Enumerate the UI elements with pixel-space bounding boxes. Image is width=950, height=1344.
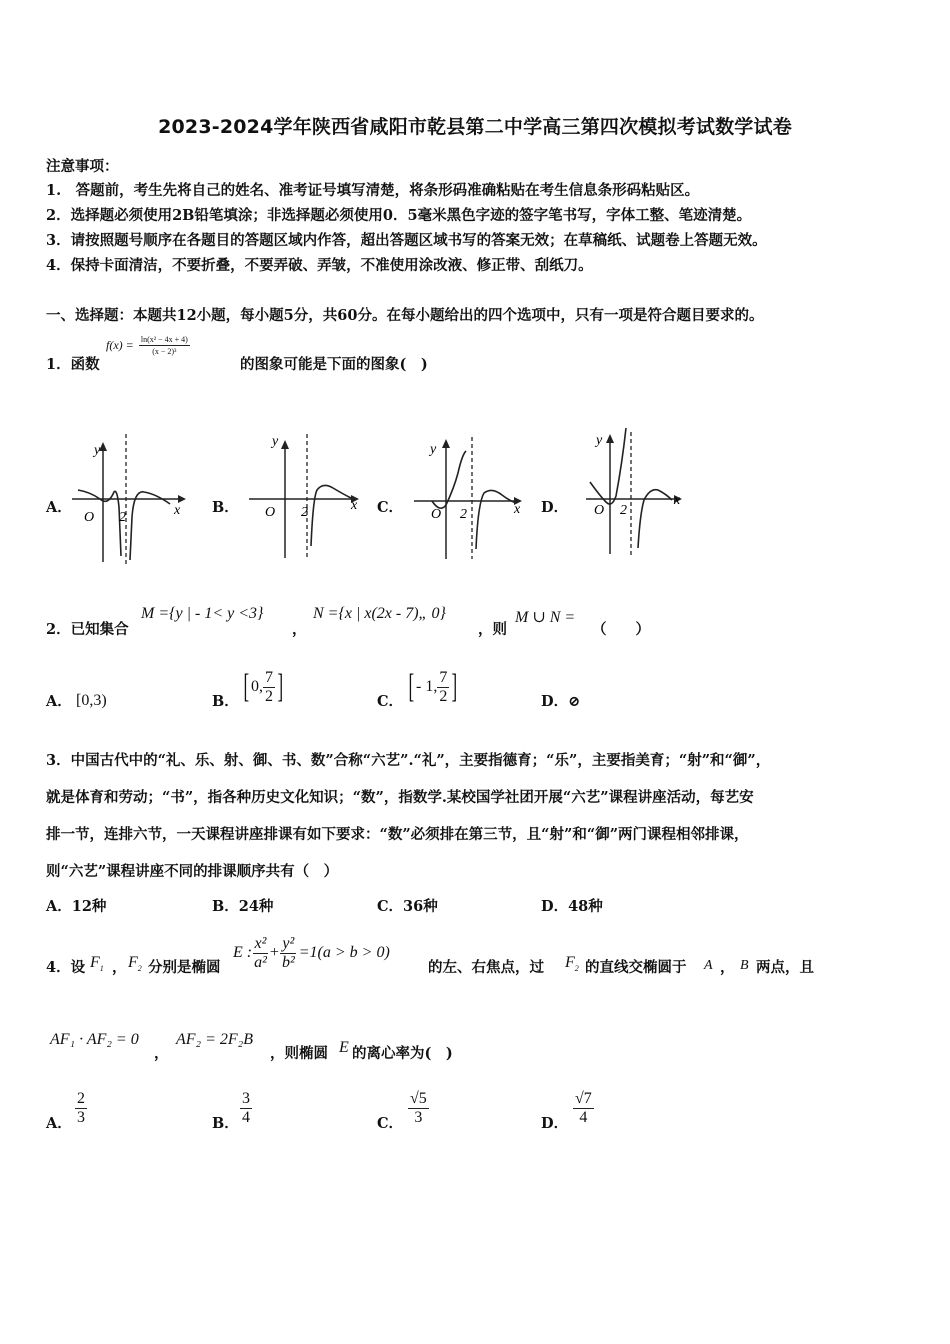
graph-d-origin: O xyxy=(594,503,605,518)
q2-option-c-den: 2 xyxy=(439,687,448,705)
q2-option-b-bracket-right: ] xyxy=(277,668,284,705)
q4-ellipse-e: E : xyxy=(233,944,253,961)
notice-item-4: 4．保持卡面清洁，不要折叠，不要弄破、弄皱，不准使用涂改液、修正带、刮纸刀。 xyxy=(46,257,593,274)
graph-d-y-arrow xyxy=(606,434,614,443)
q1-option-b: B． xyxy=(212,499,239,516)
q2-option-c-frac xyxy=(437,669,449,706)
q4-option-a-frac xyxy=(75,1090,87,1127)
q1-option-a: A． xyxy=(46,499,72,516)
graph-a-x-label: x xyxy=(174,503,181,518)
q1-formula-lhs: f(x) = xyxy=(106,338,134,352)
q1-option-d: D． xyxy=(541,499,569,516)
q4-option-a-label: A． xyxy=(46,1115,72,1132)
q4-prefix: 4．设 xyxy=(46,959,86,976)
q4-f1 xyxy=(90,954,104,973)
graph-a-x-arrow xyxy=(178,495,186,503)
q4-comma-2: ， xyxy=(720,959,735,976)
q2-sep: ， xyxy=(292,621,307,638)
notice-item-2: 2．选择题必须使用2B铅笔填涂；非选择题必须使用0．5毫米黑色字迹的签字笔书写，字体工整、笔迹清楚。 xyxy=(46,207,752,224)
q4-e: E xyxy=(339,1039,349,1056)
section-heading: 一、选择题：本题共12小题，每小题5分，共60分。在每小题给出的四个选项中，只有一项是符合题目要求的。 xyxy=(46,307,764,324)
q4-point-b: B xyxy=(740,958,749,973)
q2-option-b-value xyxy=(241,662,285,712)
q4-option-b-frac xyxy=(240,1090,252,1127)
q2-paren: （ ） xyxy=(592,621,650,638)
q2-option-b-bracket-left: [ xyxy=(243,668,250,705)
q4-f1-sub: 1 xyxy=(99,964,104,974)
q4-f2b-letter: F xyxy=(565,954,575,971)
q4-f1-letter: F xyxy=(90,954,100,971)
q4-option-b-fraction xyxy=(240,1090,252,1127)
graph-a-curve-right xyxy=(130,492,170,560)
q3-option-d: D．48种 xyxy=(541,898,603,915)
q1-formula-fraction xyxy=(139,334,190,357)
q2-then: ，则 xyxy=(478,621,507,638)
q3-line-4: 则“六艺”课程讲座不同的排课顺序共有（ ） xyxy=(46,863,339,880)
q4-eq: =1(a > b > 0) xyxy=(298,944,390,961)
q4-frac-y xyxy=(280,935,297,972)
q4-option-d-label: D． xyxy=(541,1115,569,1132)
graph-b-origin: O xyxy=(265,505,276,520)
q2-option-c-bracket-right: ] xyxy=(451,668,458,705)
q2-option-c-num: 7 xyxy=(439,668,448,686)
q4-frac-y-den: b² xyxy=(281,953,295,971)
q4-text-2: 的左、右焦点，过 xyxy=(428,959,544,976)
q4-plus: + xyxy=(269,944,279,961)
q4-frac-x-num: x² xyxy=(254,934,267,952)
graph-c-two: 2 xyxy=(460,507,467,522)
q1-suffix: 的图象可能是下面的图象( ) xyxy=(240,356,428,373)
graph-b-y-arrow xyxy=(281,440,289,449)
q1-graph-a xyxy=(70,432,190,567)
q4-text-6: 的离心率为( ) xyxy=(352,1045,453,1062)
q4-option-d-frac xyxy=(573,1090,594,1127)
q4-cond-1: AF₁ · AF₂ = 0 xyxy=(50,1031,139,1048)
q4-option-d-den: 4 xyxy=(579,1109,588,1126)
q4-frac-y-num: y² xyxy=(282,934,295,952)
q4-f2 xyxy=(128,954,142,973)
graph-b-y-label: y xyxy=(272,434,279,449)
q4-option-c-label: C． xyxy=(377,1115,404,1132)
q2-set-n: N ={x | x(2x - 7)„ 0} xyxy=(313,605,446,622)
q1-option-c: C． xyxy=(377,499,404,516)
q4-option-d-num: √7 xyxy=(575,1090,592,1107)
notice-item-1: 1. 答题前，考生先将自己的姓名、准考证号填写清楚，将条形码准确粘贴在考生信息条形码粘贴区。 xyxy=(46,182,700,199)
graph-d-y-label: y xyxy=(596,433,603,448)
notice-heading: 注意事项： xyxy=(46,158,119,175)
q3-option-b: B．24种 xyxy=(212,898,274,915)
q2-option-b-den: 2 xyxy=(265,687,273,705)
q3-line-3: 排一节，连排六节，一天课程讲座排课有如下要求：“数”必须排在第三节，且“射”和“御”两门课程相邻排课， xyxy=(46,826,749,843)
q4-text-4: 两点，且 xyxy=(756,959,814,976)
q2-option-a-value: [0,3) xyxy=(76,692,107,709)
q2-option-b-label: B． xyxy=(212,693,239,710)
graph-c-origin: O xyxy=(431,507,442,522)
q4-f2b-sub: 2 xyxy=(574,964,579,974)
q4-option-a-num: 2 xyxy=(77,1090,85,1107)
q4-text-5: ，则椭圆 xyxy=(270,1045,328,1062)
graph-d-x-label: x xyxy=(674,493,681,508)
q2-option-b-left: 0, xyxy=(251,678,263,695)
q2-option-c-bracket-left: [ xyxy=(408,668,415,705)
graph-c-y-arrow xyxy=(442,439,450,448)
q1-graph-d xyxy=(582,424,692,559)
q4-option-b-num: 3 xyxy=(242,1090,250,1107)
q4-option-d-fraction xyxy=(573,1090,594,1127)
q4-cond-2: AF₂ = 2F₂B xyxy=(176,1031,254,1048)
q1-graph-c xyxy=(410,433,535,563)
q2-option-c-left: - 1, xyxy=(416,678,438,695)
graph-b-curve xyxy=(311,485,351,546)
q1-formula xyxy=(106,334,190,357)
graph-a-y-label: y xyxy=(94,443,101,458)
graph-b-x-label: x xyxy=(351,498,358,513)
notice-item-3: 3．请按照题号顺序在各题目的答题区域内作答，超出答题区域书写的答案无效；在草稿纸、试题卷上答题无效。 xyxy=(46,232,767,249)
q1-formula-num: ln(x² − 4x + 4) xyxy=(140,335,188,344)
q4-text-3: 的直线交椭圆于 xyxy=(585,959,687,976)
graph-c-curve-right xyxy=(476,490,516,549)
q3-line-2: 就是体育和劳动；“书”，指各种历史文化知识；“数”，指数学.某校国学社团开展“六艺”课程讲座活动，每艺安 xyxy=(46,789,754,806)
q4-f2-sub: 2 xyxy=(137,964,142,974)
q2-option-d: D．⊘ xyxy=(541,693,581,710)
q2-set-m: M ={y | - 1< y <3} xyxy=(141,605,264,622)
q2-option-b-num: 7 xyxy=(265,668,273,686)
q4-point-a: A xyxy=(704,958,713,973)
q4-f2-b xyxy=(565,954,579,973)
q4-option-c-num: √5 xyxy=(410,1090,427,1107)
graph-a-two: 2 xyxy=(119,510,126,525)
graph-d-two: 2 xyxy=(620,503,627,518)
q4-option-b-den: 4 xyxy=(242,1109,250,1126)
q2-option-a-label: A． xyxy=(46,693,72,710)
q4-option-c-fraction xyxy=(408,1090,429,1127)
graph-b-two: 2 xyxy=(301,505,308,520)
q4-comma-1: ， xyxy=(112,959,127,976)
graph-c-x-label: x xyxy=(514,502,521,517)
q2-option-c-label: C． xyxy=(377,693,404,710)
q4-option-c-den: 3 xyxy=(414,1109,423,1126)
q2-prefix: 2．已知集合 xyxy=(46,621,129,638)
q4-frac-x xyxy=(252,935,269,972)
q4-option-a-den: 3 xyxy=(77,1109,85,1126)
q2-option-b-frac xyxy=(263,669,275,706)
q3-option-c: C．36种 xyxy=(377,898,438,915)
q2-option-c-value xyxy=(406,662,459,712)
q4-option-b-label: B． xyxy=(212,1115,239,1132)
q4-f2-letter: F xyxy=(128,954,138,971)
q4-text-1: 分别是椭圆 xyxy=(148,959,221,976)
q4-frac-x-den: a² xyxy=(254,953,267,971)
graph-c-y-label: y xyxy=(430,442,437,457)
q2-expr: M ∪ N = xyxy=(515,609,576,626)
q1-prefix: 1．函数 xyxy=(46,356,100,373)
q1-formula-den: (x − 2)³ xyxy=(152,347,177,356)
q1-graph-b xyxy=(245,428,370,563)
q4-ellipse-formula xyxy=(233,928,390,978)
q4-option-c-frac xyxy=(408,1090,429,1127)
q4-comma-3: ， xyxy=(154,1045,169,1062)
q4-option-a-fraction xyxy=(75,1090,87,1127)
graph-c-curve-left xyxy=(432,451,466,508)
graph-a-origin: O xyxy=(84,510,95,525)
page-title: 2023-2024学年陕西省咸阳市乾县第二中学高三第四次模拟考试数学试卷 xyxy=(158,116,792,138)
q3-line-1: 3．中国古代中的“礼、乐、射、御、书、数”合称“六艺”.“礼”，主要指德育；“乐”，主要指美育；“射”和“御”， xyxy=(46,752,771,769)
q3-option-a: A．12种 xyxy=(46,898,107,915)
